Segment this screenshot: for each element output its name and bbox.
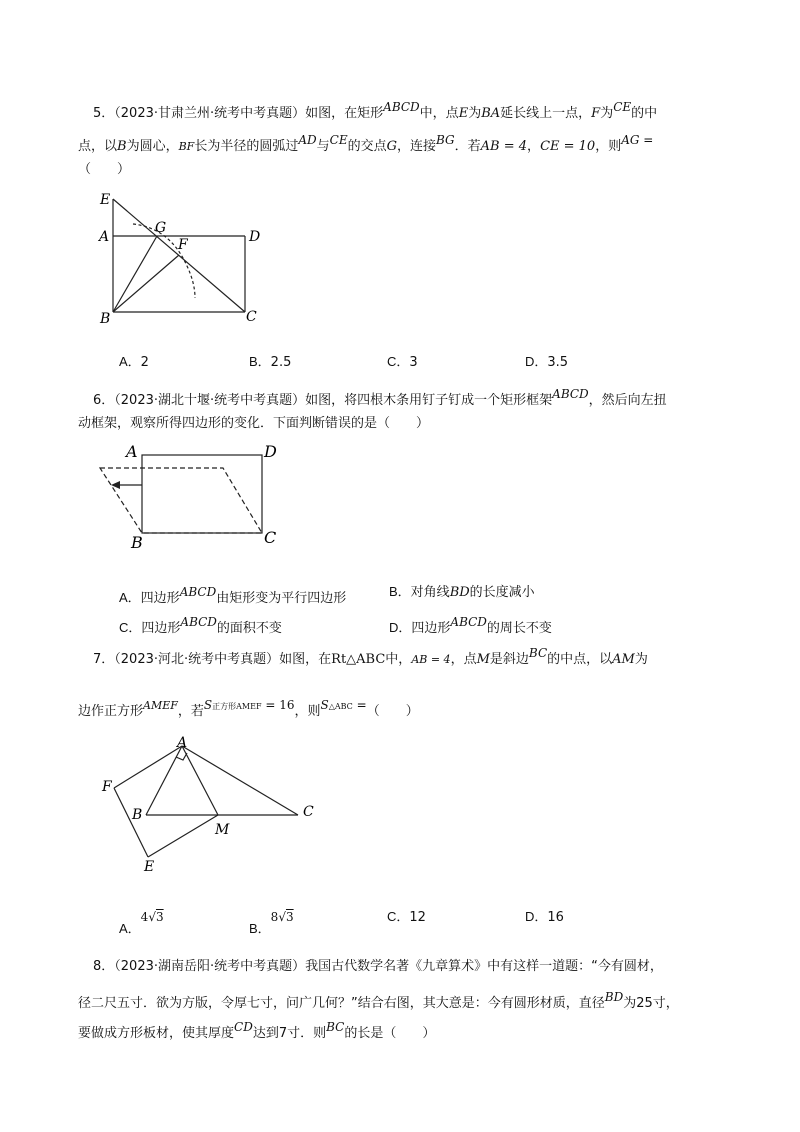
q6-line-2: 动框架，观察所得四边形的变化．下面判断错误的是（ ） (78, 416, 430, 431)
q5-math-ce-val: CE = 10 (540, 139, 596, 154)
q8-math-bc: BC (326, 1020, 345, 1034)
area-value: = 16 (265, 698, 295, 712)
q7-math-am: AM (612, 652, 635, 667)
q7-text: ，若 (177, 704, 204, 719)
q5-text: 为 (468, 106, 482, 121)
q8-text: 达到 (252, 1026, 279, 1041)
option-key: A． (119, 354, 141, 369)
q8-number: 8． (93, 959, 115, 974)
q5-text: ．若 (454, 139, 481, 154)
q5-number: 5． (93, 106, 115, 121)
q7-math-amef: AMEF (143, 699, 178, 712)
q8-line-2 (78, 987, 800, 1014)
q7-text: 如图，在 (279, 652, 332, 667)
q5-paren: （ ） (78, 162, 131, 177)
option-math: ABCD (179, 585, 217, 599)
sqrt-symbol: √ (278, 910, 286, 924)
q5-label-d: D (249, 229, 261, 245)
q6-math-abcd: ABCD (552, 387, 589, 401)
q8-text: 为 (623, 996, 637, 1011)
q5-text: 长为半径的圆弧过 (194, 139, 299, 154)
q7-option-a[interactable] (119, 907, 164, 940)
option-radical (271, 907, 294, 927)
q7-text: （ ） (366, 704, 419, 719)
option-text: 四边形 (141, 621, 181, 636)
q6-option-b[interactable] (389, 582, 535, 603)
q7-seg-af (114, 746, 182, 788)
q5-text: 的中 (631, 106, 658, 121)
q7-text: ，点 (450, 652, 477, 667)
q8-math-cd: CD (234, 1020, 253, 1034)
q7-option-b[interactable] (249, 907, 294, 940)
option-math: ABCD (180, 615, 217, 629)
q7-number: 7． (93, 652, 115, 667)
q5-math-bf: BF (178, 140, 195, 153)
q5-math-ad: AD (298, 133, 317, 147)
option-text: 的周长不变 (486, 621, 552, 636)
option-key: B． (389, 584, 411, 599)
radical-coefficient: 4 (140, 910, 149, 924)
q7-label-m: M (215, 822, 230, 838)
option-key: D． (525, 354, 548, 369)
q6-number: 6． (93, 393, 115, 408)
q5-text: 中，点 (419, 106, 459, 121)
q5-text: 延长线上一点， (500, 106, 592, 121)
q5-text: 的交点 (347, 139, 387, 154)
option-key: C． (387, 354, 410, 369)
q6-parallelogram (100, 468, 262, 533)
q7-math-ab: AB = 4 (411, 653, 451, 666)
q8-source: （2023·湖南岳阳·统考中考真题） (114, 959, 306, 974)
option-key: B． (249, 354, 271, 369)
q6-option-a[interactable] (119, 582, 346, 609)
q7-label-a: A (177, 735, 188, 751)
area-subscript: △ABC (328, 702, 353, 711)
q5-text: ，则 (595, 139, 622, 154)
q5-math-ce: CE (613, 100, 632, 114)
q8-text: 寸， (652, 996, 679, 1011)
q6-text: ，然后向左扭 (588, 393, 667, 408)
option-value: 16 (547, 910, 564, 925)
q7-source: （2023·河北·统考中考真题） (114, 652, 280, 667)
q5-seg-bg (113, 236, 157, 312)
option-value: 12 (409, 910, 426, 925)
q5-figure (95, 188, 275, 328)
option-text: 对角线 (410, 585, 450, 600)
q7-math-rt-abc: Rt△ABC (331, 652, 386, 667)
q5-option-c[interactable] (387, 352, 418, 373)
area-symbol: S (203, 698, 213, 712)
q7-figure (98, 735, 328, 875)
q5-math-b: B (117, 139, 127, 154)
q7-label-e: E (144, 859, 155, 875)
q5-math-bg: BG (436, 133, 455, 147)
radicand: 3 (155, 910, 164, 924)
q5-text: 点，以 (78, 139, 118, 154)
q7-text: ，则 (294, 704, 321, 719)
q6-label-d: D (264, 442, 277, 461)
q8-line-1 (93, 957, 800, 977)
q6-option-d[interactable] (389, 612, 552, 639)
q6-option-c[interactable] (119, 612, 282, 639)
q5-math-ce: CE (329, 133, 348, 147)
q6-label-b: B (131, 533, 143, 552)
q7-math-m: M (476, 652, 490, 667)
q5-source: （2023·甘肃兰州·统考中考真题） (114, 106, 306, 121)
option-key: D． (389, 620, 412, 635)
q5-math-abcd: ABCD (383, 100, 420, 114)
q8-text: 寸．则 (287, 1026, 327, 1041)
q5-line-2 (78, 130, 800, 157)
q7-label-c: C (303, 804, 314, 820)
q5-label-c: C (246, 309, 257, 325)
option-key: C． (387, 909, 410, 924)
option-math: BD (449, 585, 470, 600)
q5-math-ba: BA (481, 106, 501, 121)
option-value: 2.5 (270, 355, 292, 370)
q5-text: 如图，在矩形 (305, 106, 384, 121)
q7-text: 边作正方形 (78, 704, 144, 719)
q6-line-1 (93, 384, 800, 411)
q5-math-g: G (386, 139, 397, 154)
q5-option-d[interactable] (525, 352, 568, 373)
q6-source: （2023·湖北十堰·统考中考真题） (114, 393, 306, 408)
q5-seg-bf (113, 255, 179, 312)
option-value: 2 (140, 355, 149, 370)
q8-text: 要做成方形板材，使其厚度 (78, 1026, 235, 1041)
q8-value-7: 7 (278, 1026, 288, 1041)
q5-option-b[interactable] (249, 352, 291, 373)
q7-seg-fe (114, 788, 148, 857)
option-value: 3.5 (547, 355, 569, 370)
q5-line-1 (93, 97, 800, 124)
q8-line-3 (78, 1017, 800, 1044)
q5-option-a[interactable] (119, 352, 149, 373)
q5-text: 为圆心， (126, 139, 179, 154)
q7-text: 是斜边 (489, 652, 529, 667)
q7-line-1 (93, 643, 800, 670)
option-text: 由矩形变为平行四边形 (216, 591, 347, 606)
q7-square-area (204, 695, 295, 717)
q5-text: 与 (316, 139, 330, 154)
area-symbol: S (320, 698, 329, 712)
q6-label-a: A (126, 442, 138, 461)
q7-label-f: F (102, 779, 112, 795)
sqrt-symbol: √ (148, 910, 156, 924)
q5-text: ， (527, 139, 541, 154)
q5-label-b: B (100, 311, 111, 327)
radicand: 3 (285, 910, 294, 924)
q7-triangle-area (320, 695, 366, 717)
q7-text: 为 (634, 652, 648, 667)
q6-rectangle (142, 455, 262, 533)
radical-coefficient: 8 (270, 910, 279, 924)
q7-line-2 (78, 695, 800, 722)
q5-math-f: F (591, 106, 601, 121)
option-text: 四边形 (411, 621, 451, 636)
q5-math-e: E (458, 106, 469, 121)
option-key: D． (525, 909, 548, 924)
q7-label-b: B (132, 807, 143, 823)
q5-text: 为 (600, 106, 614, 121)
q5-label-a: A (99, 229, 110, 245)
q8-text: 我国古代数学名著《九章算术》中有这样一道题：“今有圆材， (305, 959, 663, 974)
q6-text: 如图，将四根木条用钉子钉成一个矩形框架 (305, 393, 553, 408)
q7-option-c[interactable] (387, 907, 426, 928)
q6-label-c: C (264, 528, 277, 547)
q7-text: 中， (385, 652, 412, 667)
option-key: A． (119, 921, 141, 936)
q8-value-25: 25 (636, 996, 653, 1011)
q7-option-d[interactable] (525, 907, 564, 928)
q8-math-bd: BD (604, 990, 624, 1004)
q8-text: 径二尺五寸．欲为方版，令厚七寸，问广几何？”结合右图，其大意是：今有圆形材质，直径 (78, 996, 605, 1011)
area-value: = (356, 698, 367, 712)
q5-math-ab: AB = 4 (480, 139, 528, 154)
q5-label-g: G (155, 220, 167, 236)
option-text: 的面积不变 (216, 621, 282, 636)
q7-math-bc: BC (528, 646, 548, 660)
q5-math-ag: AG = (621, 133, 654, 147)
q6-figure (98, 440, 318, 550)
q8-text: 的长是（ ） (344, 1026, 436, 1041)
q5-text: ，连接 (397, 139, 437, 154)
option-radical (141, 907, 164, 927)
option-text: 四边形 (140, 591, 180, 606)
q5-label-f: F (178, 237, 188, 253)
option-math: ABCD (450, 615, 487, 629)
option-key: B． (249, 921, 271, 936)
area-subscript: 正方形AMEF (212, 702, 262, 711)
option-value: 3 (409, 355, 418, 370)
option-text: 的长度减小 (469, 585, 535, 600)
option-key: A． (119, 590, 141, 605)
q7-seg-ab (146, 746, 182, 815)
q7-seg-em (148, 815, 218, 857)
q7-text: 的中点，以 (547, 652, 613, 667)
q5-label-e: E (100, 192, 111, 208)
option-key: C． (119, 620, 142, 635)
